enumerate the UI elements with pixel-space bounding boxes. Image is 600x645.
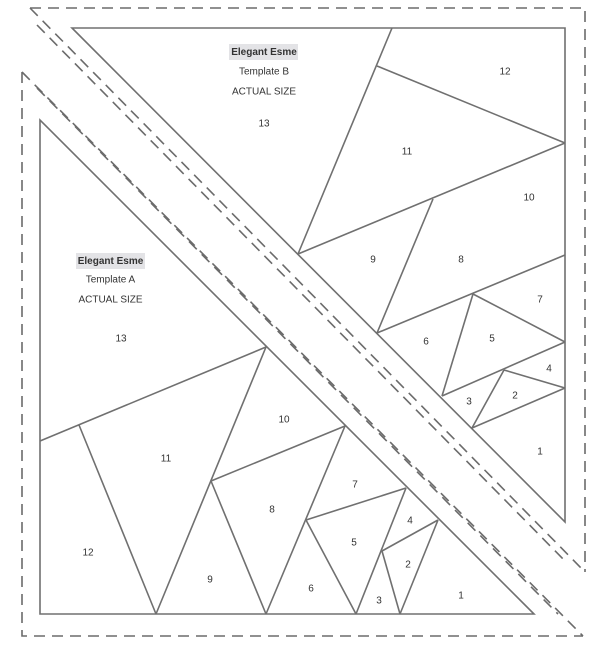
template-a-outline <box>40 120 534 614</box>
template-a-piece-6: 6 <box>308 583 314 595</box>
template-a-piece-9: 9 <box>207 574 213 586</box>
template-b-piece-10: 10 <box>523 192 535 204</box>
template-a-name: Elegant Esme <box>77 256 144 268</box>
cut-line-inner-upper <box>37 25 566 562</box>
template-b-piece-3: 3 <box>466 396 472 408</box>
template-b-outline <box>72 28 565 522</box>
template-b-name: Elegant Esme <box>231 47 297 59</box>
template-a-piece-8: 8 <box>269 504 275 516</box>
cut-line-diagonal-lower <box>22 72 583 636</box>
cutting-lines <box>22 8 585 636</box>
template-a-size-note: ACTUAL SIZE <box>78 294 143 306</box>
template-b-piece-8: 8 <box>458 254 464 266</box>
template-b-piece-6: 6 <box>423 336 429 348</box>
template-a-seam-lines <box>40 347 438 614</box>
cut-line-inner-lower <box>37 88 558 614</box>
template-a-piece-3: 3 <box>376 595 382 607</box>
template-b-subtitle: Template B <box>238 66 290 78</box>
template-b-piece-1: 1 <box>537 446 543 458</box>
template-a-piece-11: 11 <box>160 453 172 465</box>
template-a <box>40 120 534 614</box>
template-b-piece-9: 9 <box>370 254 376 266</box>
template-a-subtitle: Template A <box>85 274 136 286</box>
template-b-piece-5: 5 <box>489 333 495 345</box>
template-a-piece-4: 4 <box>407 515 413 527</box>
template-a-piece-13: 13 <box>115 333 127 345</box>
template-a-piece-12: 12 <box>82 547 94 559</box>
template-b-piece-12: 12 <box>499 66 511 78</box>
template-b-piece-11: 11 <box>401 146 413 158</box>
template-a-piece-2: 2 <box>405 559 411 571</box>
template-b-seam-lines <box>298 28 565 428</box>
template-b-piece-7: 7 <box>537 294 543 306</box>
template-b-piece-13: 13 <box>258 118 270 130</box>
template-a-piece-10: 10 <box>278 414 290 426</box>
template-b-size-note: ACTUAL SIZE <box>231 86 297 98</box>
template-a-piece-5: 5 <box>351 537 357 549</box>
template-b-piece-2: 2 <box>512 390 518 402</box>
template-b <box>72 28 565 522</box>
template-a-piece-7: 7 <box>352 479 358 491</box>
cut-line-diagonal-upper <box>30 8 585 572</box>
template-a-piece-1: 1 <box>458 590 464 602</box>
template-a-piece-numbers <box>82 334 464 607</box>
template-b-piece-4: 4 <box>546 363 552 375</box>
